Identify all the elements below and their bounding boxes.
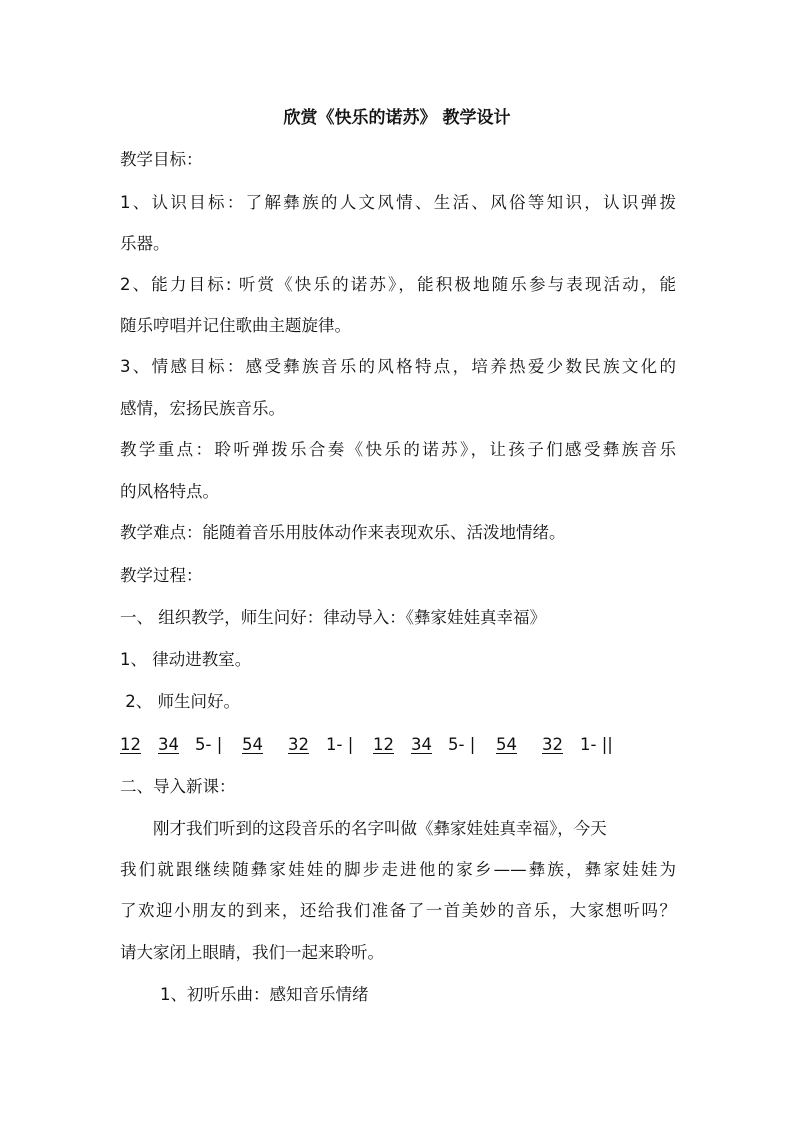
music-note-group: 32 bbox=[288, 735, 309, 754]
paragraph-line-2: 我们就跟继续随彝家娃娃的脚步走进他的家乡——彝族，彝家娃娃为 bbox=[120, 860, 676, 879]
goal-3-line-2: 感情，宏扬民族音乐。 bbox=[120, 399, 285, 418]
music-note-group: 12 bbox=[120, 735, 141, 754]
music-note-group: 5- | bbox=[448, 735, 476, 754]
music-note-group: 5- | bbox=[195, 735, 223, 754]
music-note-group: 1- || bbox=[580, 735, 613, 754]
teaching-goals-heading: 教学目标： bbox=[120, 150, 203, 169]
music-note-group: 1- | bbox=[326, 735, 354, 754]
section-1-heading: 一、 组织教学，师生问好：律动导入：《彝家娃娃真幸福》 bbox=[120, 608, 546, 627]
goal-3-line-1: 3、情感目标：感受彝族音乐的风格特点，培养热爱少数民族文化的 bbox=[120, 357, 676, 376]
goal-1-line-1: 1、认识目标：了解彝族的人文风情、生活、风俗等知识，认识弹拨 bbox=[120, 193, 676, 212]
paragraph-line-1: 刚才我们听到的这段音乐的名字叫做《彝家娃娃真幸福》，今天 bbox=[153, 819, 607, 838]
key-points-line-2: 的风格特点。 bbox=[120, 482, 219, 501]
paragraph-line-4: 请大家闭上眼睛，我们一起来聆听。 bbox=[120, 943, 384, 962]
music-notation-line bbox=[120, 733, 640, 759]
step-2-line: 2、 师生问好。 bbox=[120, 692, 240, 711]
music-note-group: 54 bbox=[242, 735, 263, 754]
goal-1-line-2: 乐器。 bbox=[120, 234, 170, 253]
goal-2-line-2: 随乐哼唱并记住歌曲主题旋律。 bbox=[120, 316, 351, 335]
document-title: 欣赏《快乐的诺苏》 教学设计 bbox=[283, 108, 511, 128]
paragraph-line-3: 了欢迎小朋友的到来，还给我们准备了一首美妙的音乐，大家想听吗？ bbox=[120, 901, 676, 920]
key-points-line-1: 教学重点：聆听弹拨乐合奏《快乐的诺苏》，让孩子们感受彝族音乐 bbox=[120, 440, 676, 459]
music-note-group: 34 bbox=[158, 735, 179, 754]
music-note-group: 54 bbox=[496, 735, 517, 754]
music-note-group: 12 bbox=[373, 735, 394, 754]
process-heading: 教学过程： bbox=[120, 566, 203, 585]
step-1-line: 1、 律动进教室。 bbox=[120, 650, 252, 669]
music-note-group: 34 bbox=[411, 735, 432, 754]
section-2-heading: 二、导入新课： bbox=[120, 777, 236, 796]
difficult-points-line: 教学难点：能随着音乐用肢体动作来表现欢乐、活泼地情绪。 bbox=[120, 523, 566, 542]
subsection-first-listen: 1、初听乐曲：感知音乐情绪 bbox=[160, 985, 369, 1004]
goal-2-line-1: 2、能力目标: 听赏《快乐的诺苏》，能积极地随乐参与表现活动，能 bbox=[120, 275, 676, 294]
music-note-group: 32 bbox=[542, 735, 563, 754]
